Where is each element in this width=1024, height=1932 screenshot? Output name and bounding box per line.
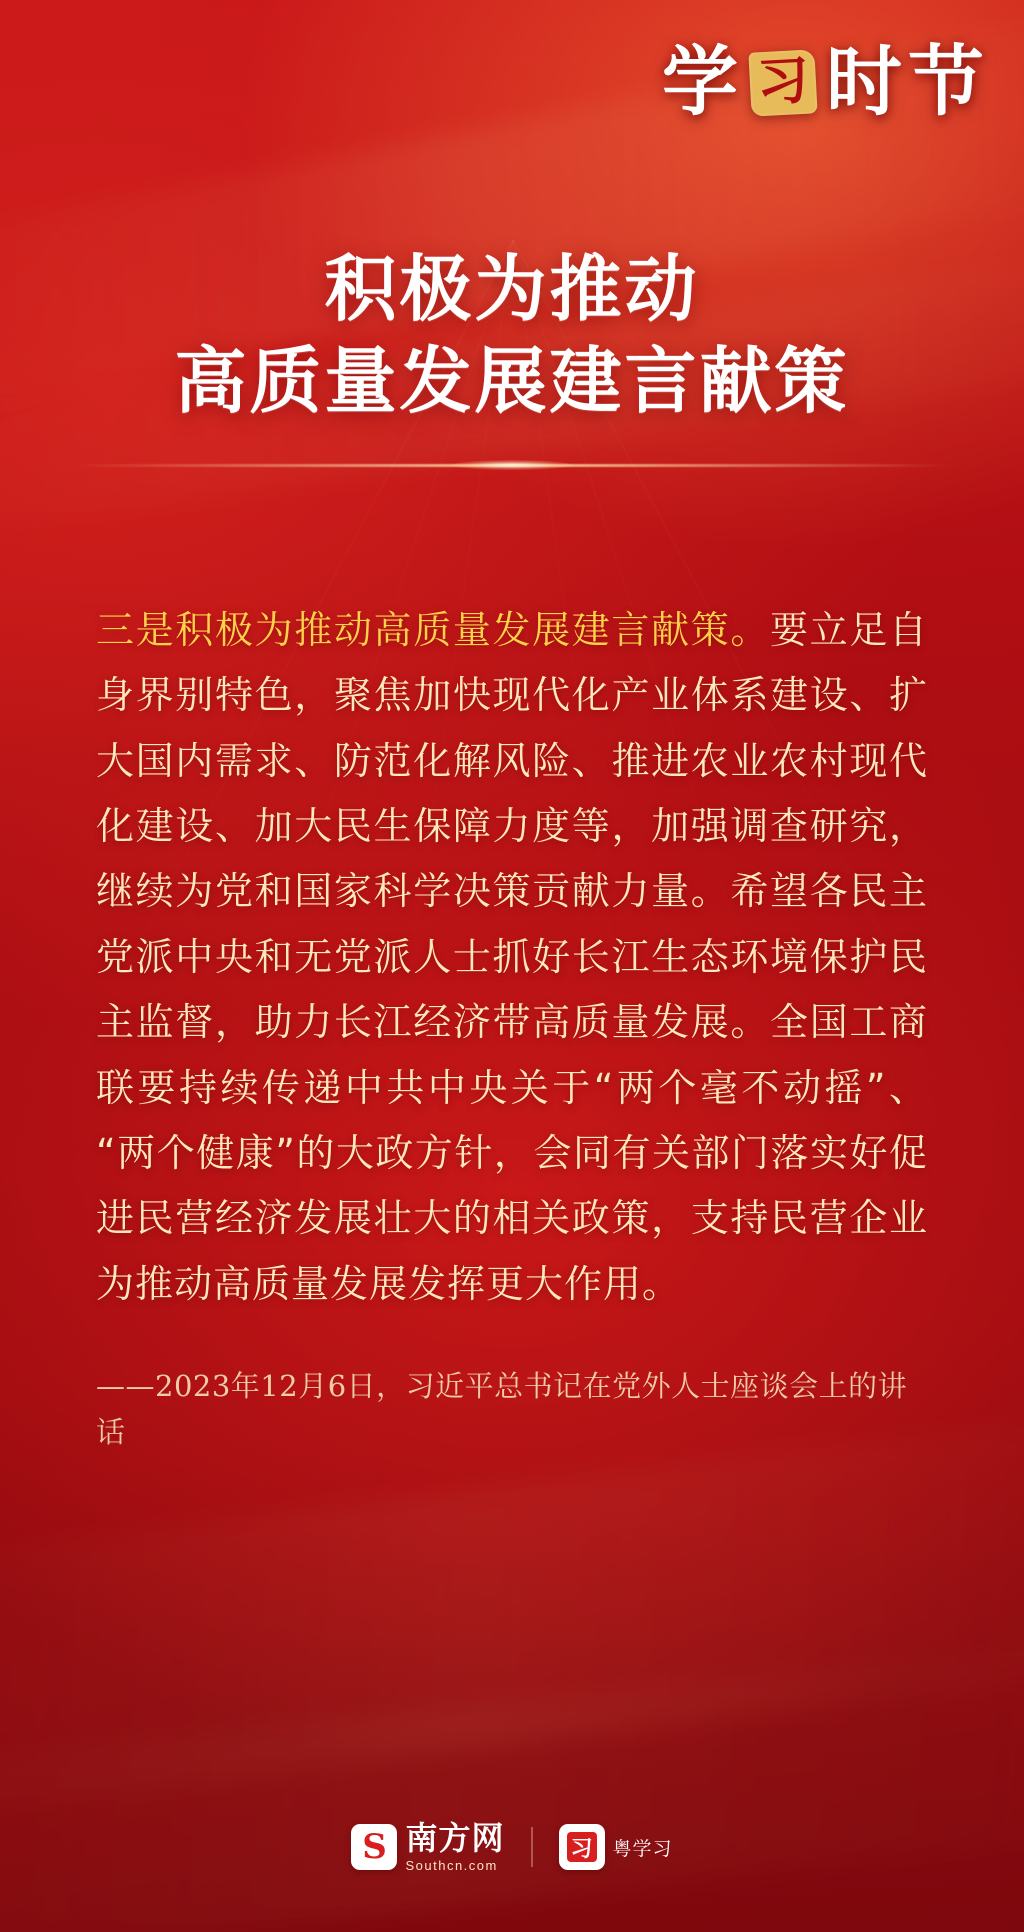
brand-seal-char: 习 (755, 49, 811, 114)
yuexuexi-mark-icon (559, 1824, 605, 1870)
yuexuexi-label: 粤学习 (612, 1837, 673, 1860)
quote-paragraph (96, 598, 928, 1317)
brand-logo-xueximejie (662, 37, 986, 126)
southcn-label-en: Southcn.com (405, 1858, 498, 1873)
light-sweep-decoration (0, 1622, 1024, 1932)
quote-block (96, 560, 928, 1485)
brand-char-3: 时 (826, 37, 904, 126)
quote-attribution: ——2023年12月6日，习近平总书记在党外人士座谈会上的讲话 (96, 1368, 908, 1450)
brand-char-4: 节 (908, 37, 986, 126)
page-title (0, 243, 1024, 427)
southcn-label-cn: 南方网 (405, 1819, 505, 1857)
brand-char-1: 学 (662, 37, 740, 126)
southcn-mark-icon: S (351, 1824, 397, 1870)
footer-logos (0, 1819, 1024, 1873)
page-title-line-2: 高质量发展建言献策 (174, 339, 850, 424)
logo-yuexuexi[interactable] (559, 1824, 673, 1870)
quote-lead-sentence: 三是积极为推动高质量发展建言献策。 (96, 608, 771, 652)
quote-rest: 要立足自身界别特色，聚焦加快现代化产业体系建设、扩大国内需求、防范化解风险、推进农业农村现代化建设、加大民生保障力度等，加强调查研究，继续为党和国家科学决策贡献力量。希望各民主党派中央和无党派人士抓好长江生态环境保护民主监督，助力长江经济带高质量发展。全国工商联要持续传递中共中央关于“两个毫不动摇”、“两个健康”的大政方针，会同有关部门落实好促进民营经济发展壮大的相关政策，支持民营企业为推动高质量发展发挥更大作用。 (96, 608, 928, 1306)
footer-divider (531, 1827, 533, 1867)
page-title-line-1: 积极为推动 (324, 247, 700, 332)
seal-icon (746, 45, 820, 119)
divider-glow (452, 460, 572, 470)
logo-southcn[interactable] (351, 1819, 505, 1873)
yuexuexi-mark-char: 习 (567, 1832, 597, 1862)
